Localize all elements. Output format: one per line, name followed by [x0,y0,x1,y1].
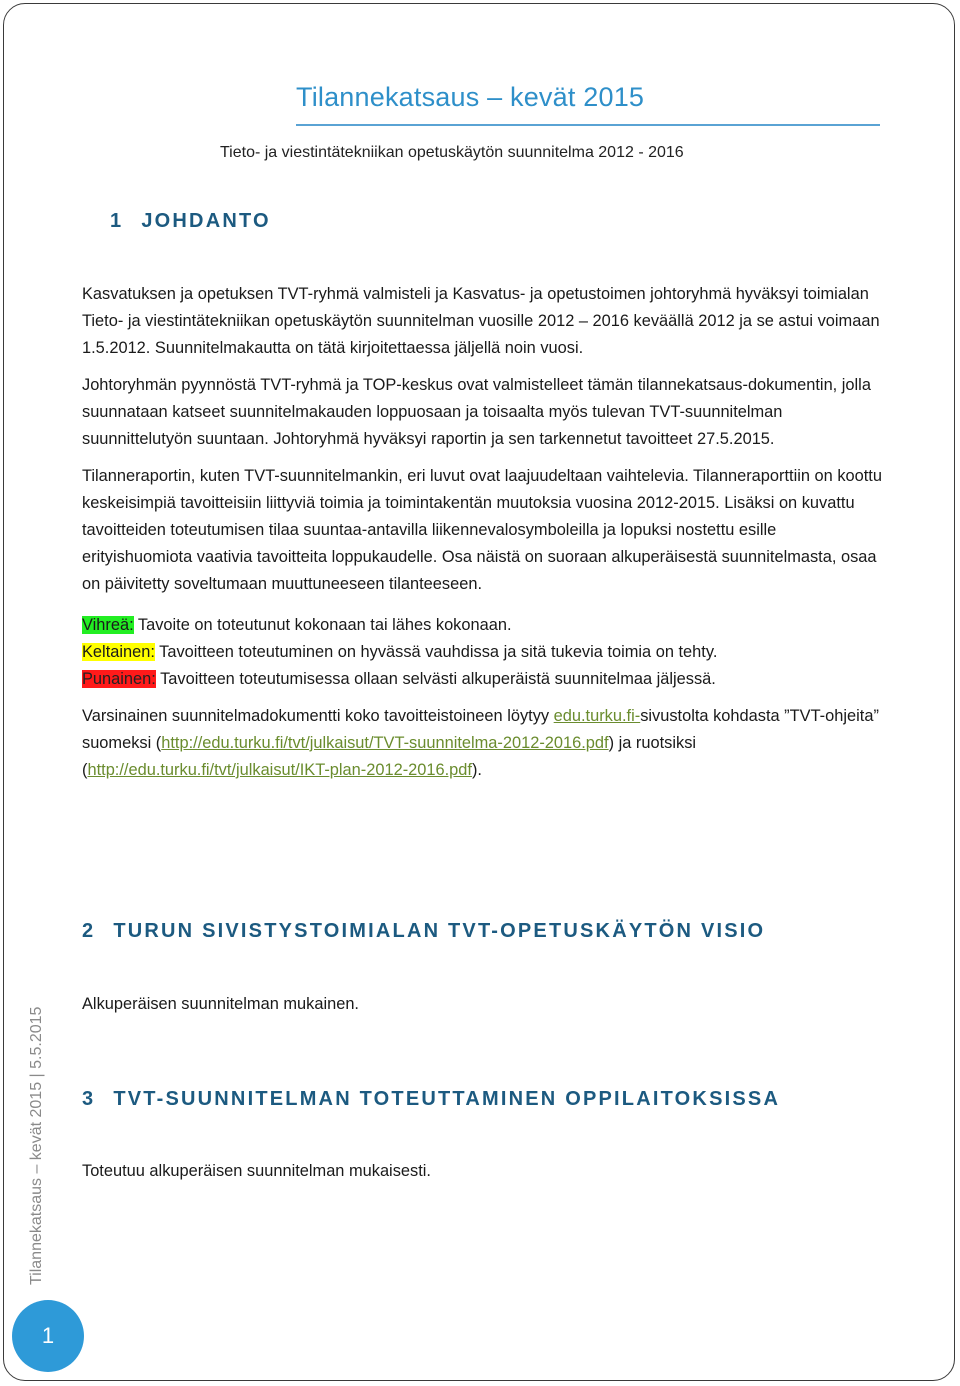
legend-red-label: Punainen: [82,670,156,688]
section-number: 3 [82,1088,96,1110]
legend-red-text: Tavoitteen toteutumisessa ollaan selvästi alkuperäistä suunnitelmaa jäljessä. [155,670,716,688]
document-title: Tilannekatsaus – kevät 2015 [296,82,645,112]
title-divider [296,124,880,126]
legend-yellow-text: Tavoitteen toteutuminen on hyvässä vauhdissa ja sitä tukevia toimia on tehty. [154,643,718,661]
ikt-plan-sv-link[interactable]: http://edu.turku.fi/tvt/julkaisut/IKT-plan-2012-2016.pdf [87,761,472,779]
edu-turku-link[interactable]: edu.turku.fi- [553,707,641,725]
section-3-body [82,1158,882,1185]
legend-red [82,666,882,693]
paragraph: Toteutuu alkuperäisen suunnitelman mukaisesti. [82,1162,431,1180]
section-title: JOHDANTO [141,210,271,232]
section-2-body [82,991,882,1018]
paragraph: Alkuperäisen suunnitelman mukainen. [82,995,359,1013]
text-run: sivustolta kohdasta ”TVT-ohjeita” suomeksi ( [82,707,879,752]
paragraph: Tilanneraportin, kuten TVT-suunnitelmankin, eri luvut ovat laajuudeltaan vaihtelevia. Tilanneraporttiin on koottu keskeisimpiä tavoitteisiin liittyviä toimia ja toimintakentän muutoksia vuosina 2012-2015. Lisäksi on kuvattu tavoitteiden toteutumisen tilaa suuntaa-antavilla liikennevalosymboleilla ja lopuksi nostettu esille erityishuomiota vaativia tavoitteita loppukaudelle. Osa näistä on suoraan alkuperäisestä suunnitelmasta, osaa on päivitetty soveltumaan muuttuneeseen tilanteeseen. [82,467,882,593]
section-number: 2 [82,920,96,942]
section-heading-2 [82,920,765,943]
section-title: TURUN SIVISTYSTOIMIALAN TVT-OPETUSKÄYTÖN VISIO [113,920,766,942]
legend-yellow [82,639,882,666]
paragraph: Kasvatuksen ja opetuksen TVT-ryhmä valmisteli ja Kasvatus- ja opetustoimen johtoryhmä hyväksyi toimialan Tieto- ja viestintätekniikan opetuskäytön suunnitelman vuosille 2012 – 2016 keväällä 2012 ja se astui voimaan 1.5.2012. Suunnitelmakautta on tätä kirjoitettaessa jäljellä noin vuosi. [82,285,880,357]
text-run: ) ja ruotsiksi ( [82,734,697,779]
page-number-badge: 1 [12,1300,84,1372]
legend-green [82,612,882,639]
vertical-side-label: Tilannekatsaus – kevät 2015 | 5.5.2015 [28,1006,45,1285]
section-number: 1 [110,210,124,232]
section-heading-3 [82,1088,780,1111]
legend-green-label: Vihreä: [82,616,134,634]
text-run: Varsinainen suunnitelmadokumentti koko tavoitteistoineen löytyy [82,707,554,725]
document-subtitle: Tieto- ja viestintätekniikan opetuskäytön suunnitelma 2012 - 2016 [220,144,684,161]
section-1-body [82,281,882,784]
tvt-plan-fi-link[interactable]: http://edu.turku.fi/tvt/julkaisut/TVT-suunnitelma-2012-2016.pdf [161,734,609,752]
section-title: TVT-SUUNNITELMAN TOTEUTTAMINEN OPPILAITOKSISSA [113,1088,781,1110]
legend-yellow-label: Keltainen: [82,643,155,661]
paragraph: Johtoryhmän pyynnöstä TVT-ryhmä ja TOP-keskus ovat valmistelleet tämän tilannekatsaus-dokumentin, jolla suunnataan katseet suunnitelmakauden loppuosaan ja toisaalta myös tulevan TVT-suunnitelman suunnittelutyön suuntaan. Johtoryhmä hyväksyi raportin ja sen tarkennetut tavoitteet 27.5.2015. [82,376,871,448]
traffic-light-legend [82,612,882,693]
text-run: ). [471,761,482,779]
section-heading-1 [110,210,271,233]
legend-green-text: Tavoite on toteutunut kokonaan tai lähes kokonaan. [133,616,512,634]
paragraph-links [82,703,882,784]
